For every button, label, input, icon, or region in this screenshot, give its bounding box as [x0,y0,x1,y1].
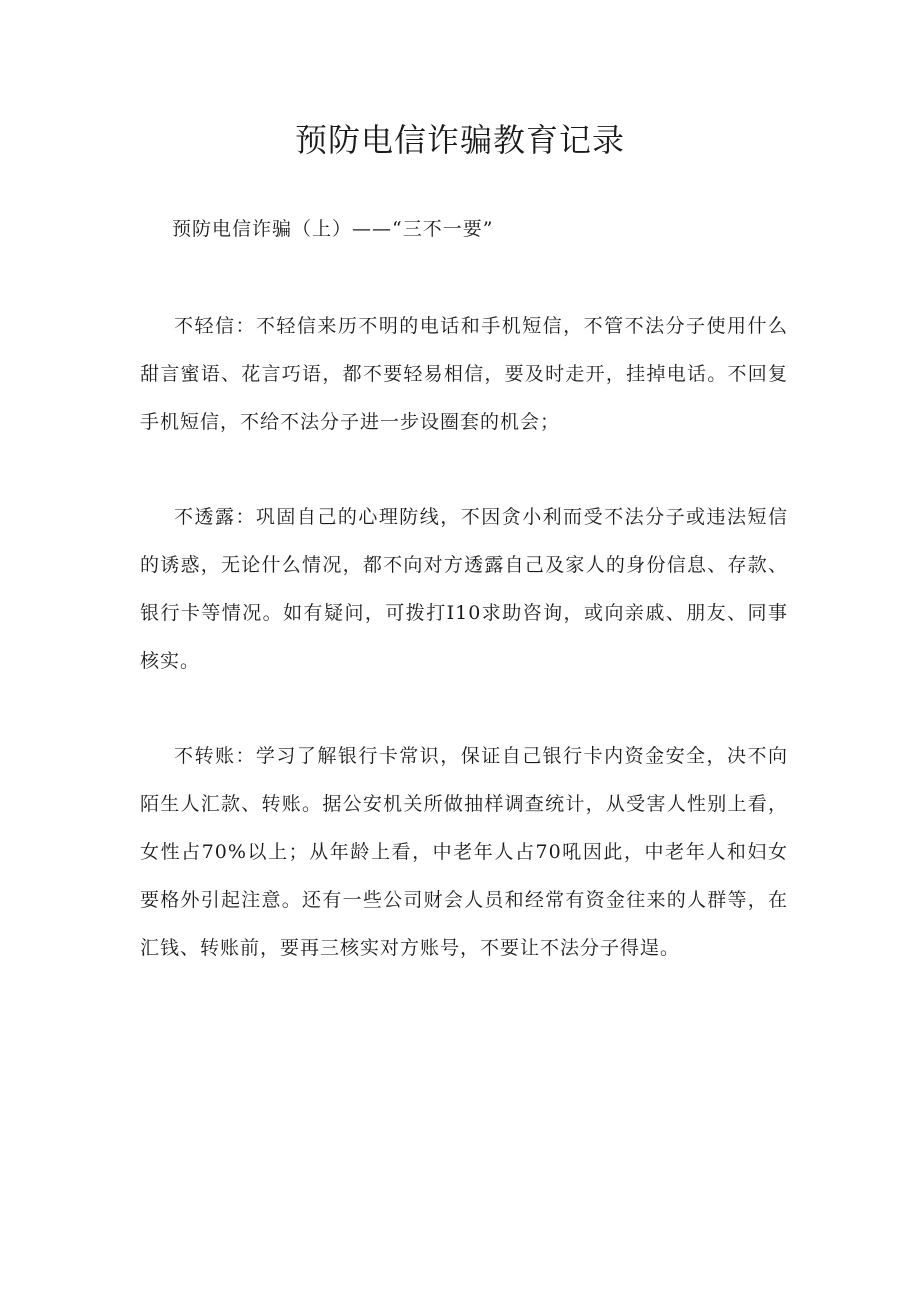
paragraph-no-disclose: 不透露：巩固自己的心理防线，不因贪小利而受不法分子或违法短信的诱惑，无论什么情况，都不向对方透露自己及家人的身份信息、存款、银行卡等情况。如有疑问，可拨打I10求助咨询，或向亲戚、朋友、同事核实。 [140,506,788,672]
document-title: 预防电信诈骗教育记录 [294,121,625,159]
document-subtitle: 预防电信诈骗（上）——“三不一要” [172,218,494,240]
paragraph-no-trust: 不轻信：不轻信来历不明的电话和手机短信，不管不法分子使用什么甜言蜜语、花言巧语，都不要轻易相信，要及时走开，挂掉电话。不回复手机短信，不给不法分子进一步设圈套的机会； [140,315,788,433]
paragraph-no-transfer: 不转账：学习了解银行卡常识，保证自己银行卡内资金安全，决不向陌生人汇款、转账。据公安机关所做抽样调查统计，从受害人性别上看，女性占70%以上；从年龄上看，中老年人占70吼因此，中老年人和妇女要格外引起注意。还有一些公司财会人员和经常有资金往来的人群等，在汇钱、转账前，要再三核实对方账号，不要让不法分子得逞。 [140,745,788,959]
